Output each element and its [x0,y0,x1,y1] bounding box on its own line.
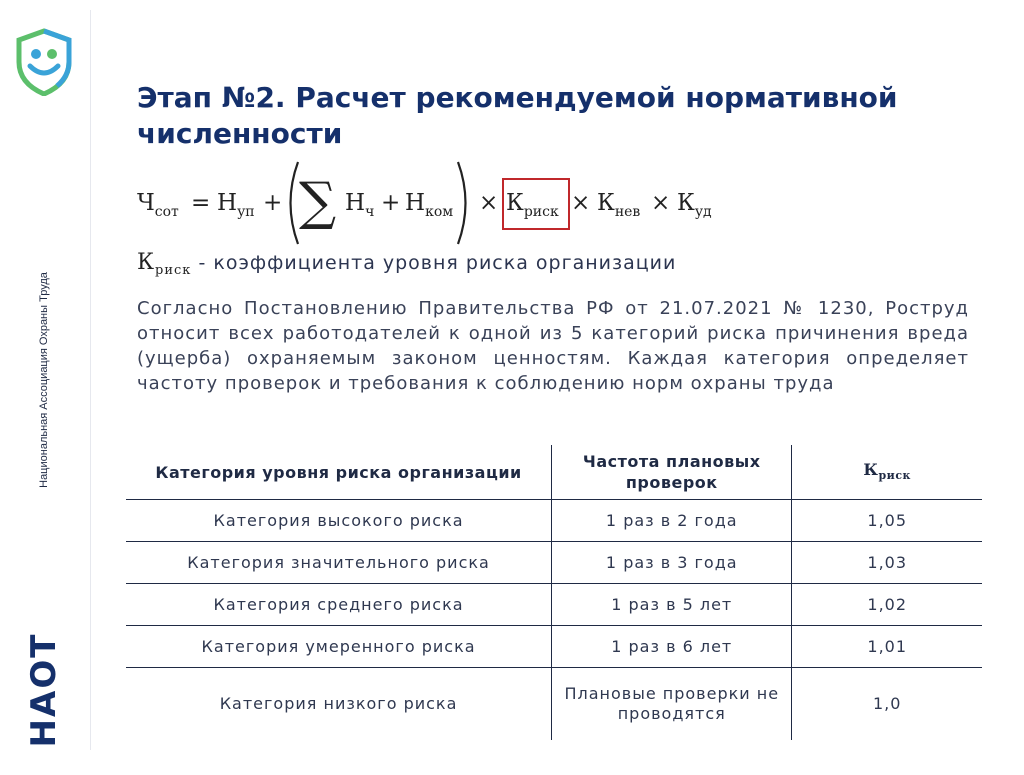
row-coefficient: 1,01 [792,626,982,668]
sidebar-divider [90,10,91,750]
risk-category-table [126,445,982,740]
table-row [126,584,982,626]
row-category: Категория значительного риска [126,542,552,584]
row-category: Категория среднего риска [126,584,552,626]
header-frequency: Частота плановых проверок [552,445,792,500]
row-category: Категория высокого риска [126,500,552,542]
formula-times-1: × [479,190,499,216]
table-header-row [126,445,982,500]
formula-term-kud: $К_{уд}$ [677,190,712,220]
formula-plus-2: + [381,190,401,216]
coefficient-legend [137,250,676,278]
formula-equals: = [191,190,211,216]
org-name-vertical: Национальная Ассоциация Охраны Труда [38,272,50,488]
formula-lhs: $Ч_{сот}$ [137,190,179,220]
row-frequency: 1 раз в 2 года [552,500,792,542]
row-frequency: 1 раз в 3 года [552,542,792,584]
staff-formula [137,160,837,250]
row-coefficient: 1,02 [792,584,982,626]
formula-times-3: × [651,190,671,216]
formula-sum-symbol: ∑ [299,172,337,232]
row-coefficient: 1,0 [792,668,982,741]
row-coefficient: 1,05 [792,500,982,542]
brand-vertical: НАОТ [24,632,64,748]
header-category: Категория уровня риска организации [126,445,552,500]
row-frequency: 1 раз в 6 лет [552,626,792,668]
naot-logo-icon [14,28,74,96]
row-coefficient: 1,03 [792,542,982,584]
formula-term-krisk: $К_{риск}$ [506,190,559,220]
row-frequency: 1 раз в 5 лет [552,584,792,626]
table-row [126,500,982,542]
header-coefficient: $К_{риск}$ [863,459,911,482]
table-row [126,668,982,741]
row-frequency: Плановые проверки не проводятся [552,668,792,741]
page-title: Этап №2. Расчет рекомендуемой нормативной численности [137,81,898,150]
table-row [126,542,982,584]
row-category: Категория низкого риска [126,668,552,741]
formula-times-2: × [571,190,591,216]
description-paragraph: Согласно Постановлению Правительства РФ от 21.07.2021 № 1230, Роструд относит всех работодателей к одной из 5 категорий риска причинения вреда (ущерба) охраняемым законом ценностям. Каждая категория определяет частоту проверок и требования к соблюдению норм охраны труда [137,298,969,394]
table-row [126,626,982,668]
formula-plus-1: + [263,190,283,216]
formula-term-nup: $Н_{уп}$ [217,190,255,220]
row-category: Категория умеренного риска [126,626,552,668]
formula-term-knev: $К_{нев}$ [597,190,641,220]
formula-term-nch: $Н_ч$ [345,190,375,220]
legend-symbol: $К_{риск}$ [137,250,192,278]
close-paren-icon [455,160,473,246]
formula-term-nkom: $Н_{ком}$ [405,190,454,220]
legend-text: - коэффициента уровня риска организации [191,252,677,274]
